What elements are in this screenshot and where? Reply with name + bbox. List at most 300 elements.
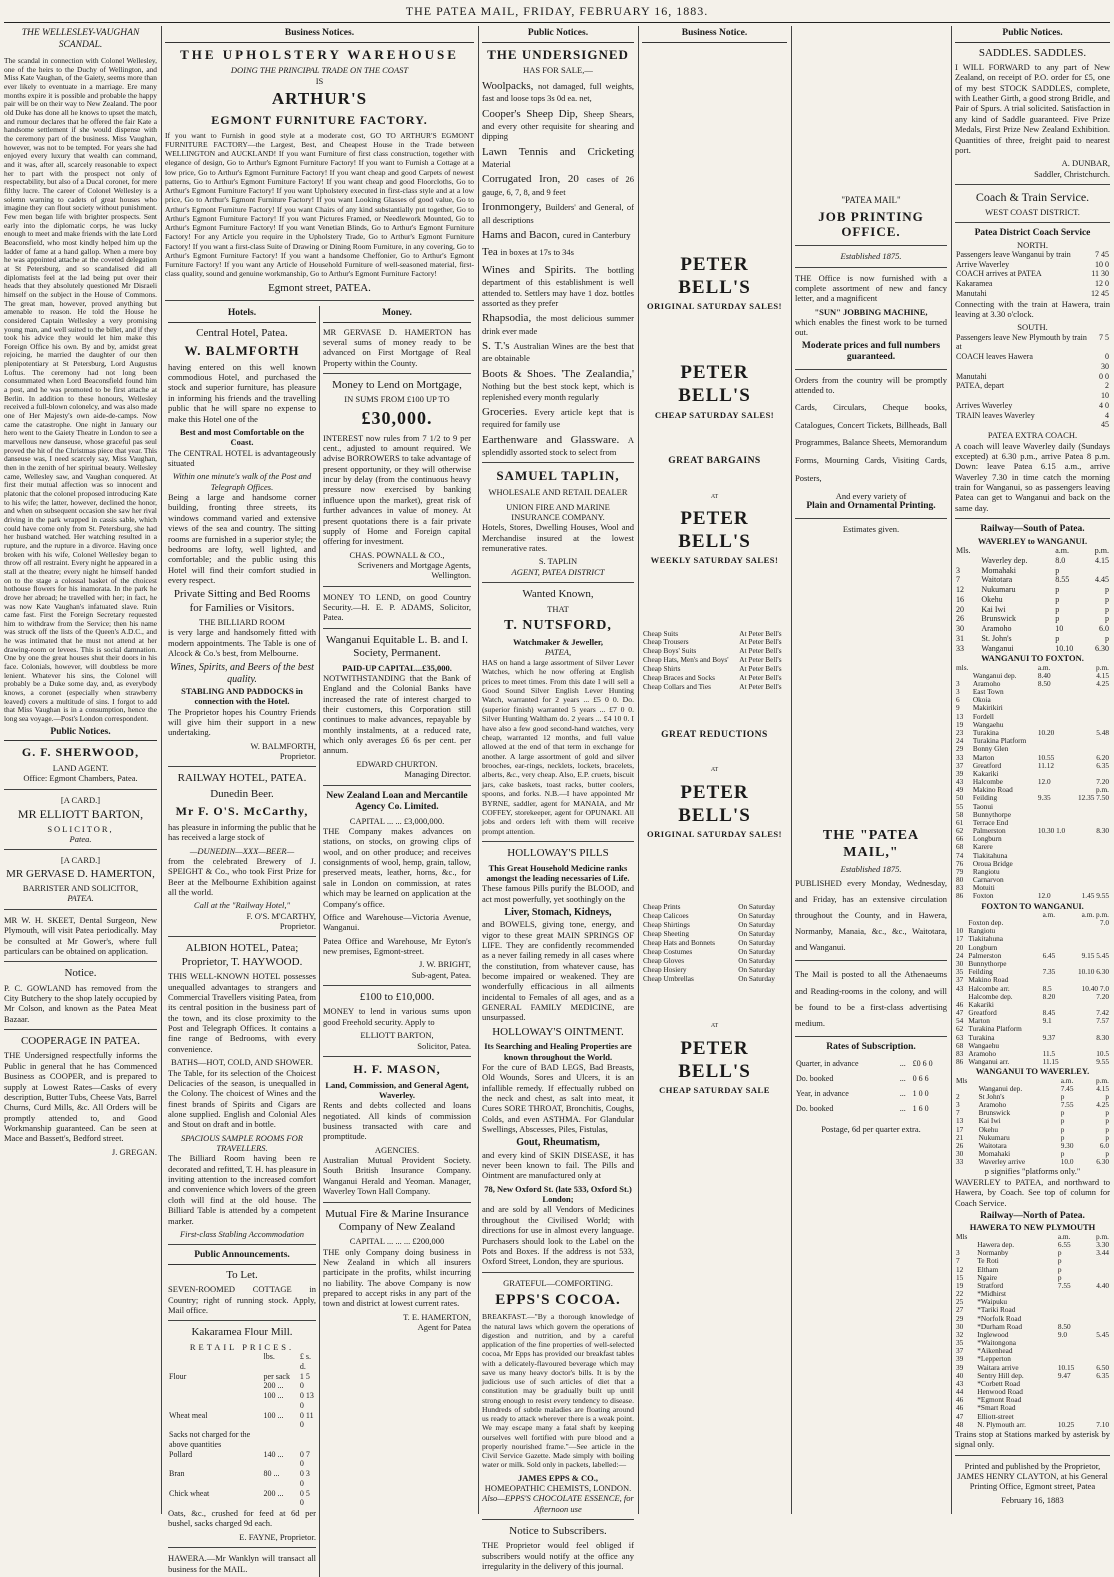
- table-cell: [1037, 868, 1071, 876]
- divider: [4, 909, 157, 910]
- table-cell: 29: [956, 1313, 964, 1323]
- table-cell: Cheap Collars and Ties: [643, 681, 711, 691]
- timetable-row: [955, 585, 1110, 595]
- item-desc: Australian Wines are the best that are obtainable: [482, 341, 634, 364]
- nz-loan-text: THE Company makes advances on stations, on stocks, on growing clips of wool, and on other produce; and receives consignments of wool, hemp, grain, tallow, preserved meats, leather, horns, &c., for sale in London on commission, at rates which may be learned on application at the Company's office.: [323, 826, 471, 909]
- table-cell: [1086, 1315, 1110, 1323]
- table-cell: Terrace End: [972, 817, 1009, 827]
- liver-line: Liver, Stomach, Kidneys,: [504, 907, 612, 919]
- section-header: Public Announcements.: [168, 1250, 316, 1265]
- table-cell: Cheap Braces and Socks: [643, 673, 715, 683]
- section-header: Public Notices.: [4, 727, 157, 742]
- table-cell: East Town: [972, 687, 1004, 697]
- table-cell: [1037, 811, 1071, 819]
- table-cell: 12: [956, 1264, 964, 1274]
- table-cell: 9.30: [1060, 1140, 1074, 1150]
- table-cell: Wangaehu: [972, 719, 1004, 729]
- table-cell: Waitotara: [981, 575, 1013, 585]
- table-cell: 79: [956, 866, 964, 876]
- table-cell: 9.47: [1057, 1370, 1071, 1380]
- divider: [4, 849, 157, 850]
- table-cell: 8.0: [1055, 555, 1066, 565]
- table-cell: 20: [956, 604, 964, 614]
- table-cell: 20: [956, 942, 964, 952]
- table-cell: 6.55: [1057, 1240, 1071, 1250]
- table-cell: Halcombe: [972, 777, 1003, 787]
- table-cell: 3.44: [1096, 1248, 1109, 1258]
- peter-bells-heading: PETER BELL'S: [678, 362, 751, 407]
- table-cell: [1057, 1396, 1086, 1404]
- table-cell: 4.15: [1096, 670, 1109, 680]
- table-cell: Kai Iwi: [978, 1116, 1001, 1126]
- price-row: [168, 1352, 316, 1372]
- table-cell: 4 45: [1101, 410, 1109, 430]
- table-cell: 1 5 0: [299, 1371, 310, 1391]
- table-cell: Arrives Waverley: [956, 400, 1013, 410]
- stabling-accommodation: First-class Stabling Accommodation: [179, 1228, 305, 1239]
- table-cell: Foxton: [972, 891, 994, 901]
- column-divider: [951, 26, 952, 1514]
- table-cell: [1037, 803, 1071, 811]
- table-cell: 61: [956, 817, 964, 827]
- table-cell: 35: [956, 967, 964, 977]
- wines-line: Wines, Spirits, and Beers of the best quality.: [170, 661, 314, 685]
- table-cell: 8.30: [1096, 1032, 1109, 1042]
- table-cell: lbs.: [263, 1352, 275, 1362]
- column-divider: [478, 26, 479, 1514]
- great-reductions: GREAT REDUCTIONS: [661, 729, 768, 740]
- table-cell: Manutahi: [956, 288, 987, 298]
- table-cell: 10: [956, 926, 964, 936]
- table-cell: 0 11 0: [299, 1410, 314, 1430]
- table-cell: p: [1060, 1108, 1065, 1118]
- table-cell: [1071, 803, 1110, 811]
- table-cell: 3: [956, 565, 960, 575]
- table-cell: Cheap Shirtings: [643, 920, 690, 930]
- bright-name: J. W. BRIGHT,: [418, 959, 471, 970]
- hamerton-money-text: MR GERVASE D. HAMERTON has several sums of money ready to be advanced on First Mortgage of Real Property within the County.: [323, 326, 471, 368]
- barton-place: Patea.: [69, 833, 92, 844]
- table-cell: 62: [956, 1024, 964, 1034]
- table-cell: 6.30: [1096, 1157, 1109, 1167]
- south-label: SOUTH.: [1017, 322, 1048, 333]
- timetable-row: [955, 595, 1110, 605]
- table-cell: 0 0: [1099, 371, 1109, 381]
- table-cell: 140 ...: [263, 1449, 284, 1459]
- patea-mail-title: THE "PATEA MAIL,": [822, 828, 920, 861]
- table-cell: *Midhirst: [977, 1289, 1007, 1299]
- table-cell: Rangiotu: [972, 866, 1000, 876]
- holloway-ointment-text-2: and every kind of SKIN DISEASE, it has never been known to fail. The Pills and Ointment are manufactured only at: [482, 1149, 634, 1181]
- timetable-row: [955, 279, 1110, 289]
- list-item: [482, 246, 634, 259]
- nz-loan-title: New Zealand Loan and Mercantile Agency Co. Limited.: [326, 790, 468, 813]
- subscribers-title: Notice to Subscribers.: [509, 1524, 607, 1537]
- railway-south-title: Railway—South of Patea.: [980, 524, 1085, 535]
- table-cell: a.m.: [1042, 909, 1056, 919]
- table-cell: 35: [956, 1338, 964, 1348]
- divider: [795, 245, 947, 246]
- table-cell: Marton: [968, 1016, 990, 1026]
- retail-prices-title: RETAIL PRICES.: [189, 1341, 295, 1352]
- cooperage-text: THE Undersigned respectfully informs the Public in general that he has Commenced Business as COOPER, and is prepared to supply at Lowest Rates—Casks of every description, Butter Tubs, Cheese Vats, Barrel Churns, Curd Mills, &c. All Orders will be promptly attended to, and Good Workmanship guaranteed. Can be seen at Mace and Bassett's, Bedford street.: [4, 1050, 157, 1144]
- table-cell: Bunnythorpe: [972, 809, 1011, 819]
- holloway-ointment-text: For the cure of BAD LEGS, Bad Breasts, Old Wounds, Sores and Ulcers, it is an infallible remedy. If effectually rubbed on the neck and chest, as salt into meat, it Cures SORE THROAT, Bronchitis, Coughs, Colds, and even ASTHMA. For Glandular Swellings, Abscesses, Piles, Fistulas,: [482, 1061, 634, 1135]
- table-cell: a.m.: [1055, 546, 1069, 555]
- pownall-name: CHAS. POWNALL & CO.,: [349, 549, 445, 560]
- table-cell: Do. booked: [796, 1073, 834, 1083]
- hotels-column: [165, 306, 319, 1577]
- table-cell: Brunswick: [981, 614, 1016, 624]
- table-cell: [1037, 860, 1071, 868]
- table-cell: [1086, 1347, 1110, 1355]
- rate-row: [795, 1071, 947, 1086]
- dunbar-name: A. DUNBAR,: [1061, 158, 1110, 169]
- table-cell: Ngaire: [977, 1272, 998, 1282]
- table-cell: Halcombe dep.: [968, 991, 1013, 1001]
- has-for-sale: HAS FOR SALE,—: [523, 65, 593, 76]
- table-cell: Feilding: [972, 793, 998, 803]
- table-cell: [955, 556, 980, 566]
- table-cell: Passengers leave Wanganui by train: [956, 249, 1071, 259]
- money-lend-title: Money to Lend on Mortgage,: [332, 378, 462, 391]
- table-cell: Te Roti: [977, 1256, 999, 1266]
- subscribers-text: THE Proprietor would feel obliged if subscribers would notify at the office any irregularity in the delivery of this journal.: [482, 1540, 634, 1572]
- table-cell: [1037, 876, 1071, 884]
- table-cell: p: [1105, 604, 1109, 614]
- mccarthy-name: Mr F. O'S. McCarthy,: [175, 804, 309, 819]
- rate-row: [795, 1056, 947, 1071]
- divider: [795, 518, 947, 519]
- table-cell: 43: [956, 777, 964, 787]
- table-cell: Eltham: [977, 1264, 999, 1274]
- table-cell: 8.5: [1042, 983, 1052, 993]
- table-cell: 12.0: [1037, 891, 1051, 901]
- table-cell: Waitara arrive: [977, 1362, 1019, 1372]
- divider: [482, 1519, 634, 1520]
- table-cell: Motuiti: [972, 883, 995, 893]
- table-cell: Mls: [956, 1075, 968, 1085]
- rate-row: [795, 1086, 947, 1101]
- table-cell: 7 45: [1095, 249, 1109, 259]
- table-cell: 7: [956, 1108, 960, 1118]
- table-cell: 33: [956, 752, 964, 762]
- notice-title: Notice.: [64, 967, 97, 980]
- table-cell: 24: [956, 950, 964, 960]
- table-cell: Elliott-street: [977, 1411, 1014, 1421]
- table-cell: Bonny Glen: [972, 744, 1009, 754]
- dunedin-beer: Dunedin Beer.: [210, 787, 274, 800]
- table-cell: 12.0: [1037, 777, 1051, 787]
- table-cell: St. John's: [981, 633, 1012, 643]
- undersigned-title: THE UNDERSIGNED: [487, 46, 629, 62]
- table-cell: On Saturday: [738, 911, 775, 921]
- doing-line: DOING THE PRINCIPAL TRADE ON THE COAST: [230, 65, 409, 76]
- timetable-row: [955, 289, 1110, 299]
- card-label: [A CARD.]: [60, 855, 101, 866]
- item-name: Hams and Bacon,: [482, 228, 563, 241]
- table-cell: *Lepperton: [977, 1354, 1011, 1364]
- masthead-rule: [4, 22, 1110, 23]
- table-cell: 33: [956, 643, 964, 653]
- table-cell: [1071, 852, 1110, 860]
- table-cell: 19: [956, 1280, 964, 1290]
- table-cell: [1071, 688, 1110, 696]
- card-label: [A CARD.]: [60, 794, 101, 805]
- table-cell: 200 ...: [263, 1488, 284, 1498]
- proprietor-label: Proprietor.: [279, 921, 316, 932]
- table-cell: 43: [956, 983, 964, 993]
- private-rooms: Private Sitting and Bed Rooms for Families or Visitors.: [173, 588, 311, 614]
- rates-table: [795, 1056, 947, 1117]
- table-cell: p: [1055, 585, 1060, 594]
- table-cell: 6.0: [1099, 624, 1109, 633]
- item-desc: Sheep Shears, and every other requisite for shearing and dipping: [482, 108, 635, 142]
- table-cell: *Durham Road: [977, 1321, 1023, 1331]
- table-cell: 9: [956, 703, 960, 713]
- table-cell: Taonui: [972, 801, 994, 811]
- table-cell: 33: [956, 1157, 964, 1167]
- south-coach-table: [955, 333, 1110, 431]
- table-cell: Wangaehu: [968, 1040, 1000, 1050]
- table-cell: Momahaki: [981, 565, 1016, 575]
- table-cell: 29: [956, 744, 964, 754]
- table-cell: [1071, 876, 1110, 884]
- table-cell: [1086, 1266, 1110, 1274]
- table-cell: 30: [956, 1321, 964, 1331]
- table-cell: [1071, 843, 1110, 851]
- table-cell: [1037, 713, 1071, 721]
- table-cell: [1071, 696, 1110, 704]
- divider: [168, 936, 316, 937]
- table-cell: 80 ...: [263, 1469, 280, 1479]
- article-title: THE WELLESLEY-VAUGHAN SCANDAL.: [21, 28, 140, 50]
- agent-line: AGENT, PATEA DISTRICT: [511, 566, 605, 577]
- list-item: [482, 173, 634, 197]
- table-cell: 10.55: [1037, 752, 1055, 762]
- column-3: [482, 26, 635, 1572]
- wanted-known: Wanted Known,: [522, 588, 594, 601]
- table-cell: 6.30: [1095, 643, 1109, 653]
- table-cell: Cheap Umbrellas: [643, 973, 694, 983]
- timetable-row: [955, 556, 1110, 566]
- saddler-line: Saddler, Christchurch.: [1034, 168, 1110, 179]
- sherwood-name: G. F. SHERWOOD,: [21, 745, 140, 760]
- table-cell: 10.10: [1055, 643, 1074, 653]
- agencies-text: Australian Mutual Provident Society. South British Insurance Company. Wanganui Herald and Yeoman. Manager, Waverley Town Hall Company.: [323, 1155, 471, 1197]
- blank-space: [642, 47, 787, 247]
- column-6: [955, 26, 1110, 1514]
- table-cell: COACH arrives at PATEA: [956, 269, 1042, 279]
- item-name: Wines and Spirits.: [482, 263, 586, 276]
- table-cell: [1057, 1298, 1086, 1306]
- table-cell: a.m. p.m.: [1081, 909, 1109, 919]
- call-line: Call at the "Railway Hotel,": [193, 900, 291, 911]
- table-cell: 46: [956, 1395, 964, 1405]
- wholesale-line: WHOLESALE AND RETAIL DEALER: [488, 487, 628, 498]
- table-cell: 7.55: [1060, 1100, 1074, 1110]
- hawera-np-title: HAWERA TO NEW PLYMOUTH: [969, 1222, 1096, 1233]
- table-cell: 10.25: [1057, 1419, 1075, 1429]
- table-cell: Bunnythorpe: [968, 958, 1007, 968]
- table-cell: Carnarvon: [972, 875, 1004, 885]
- holloway-pills-title: HOLLOWAY'S PILLS: [507, 847, 609, 860]
- table-cell: N. Plymouth arr.: [977, 1419, 1026, 1429]
- table-cell: 7.20: [1096, 777, 1109, 787]
- albion-text: THIS WELL-KNOWN HOTEL possesses unequalled advantages to strangers and Commercial Travellers visiting Patea, from its central position in the business part of the town, and its close proximity to the Post and Telegraph Offices. It contains a fine range of Bedrooms, with every convenience.: [168, 971, 316, 1054]
- table-cell: Wheat meal: [169, 1410, 208, 1420]
- table-cell: 3: [956, 1248, 960, 1258]
- item-desc: not damaged, full weights, fast and loose tops 3s 0d ea. net,: [482, 80, 634, 104]
- divider: [4, 789, 157, 790]
- proprietor-text: The Proprietor hopes his Country Friends will give him their support in a new undertaking.: [168, 706, 316, 738]
- divider: [955, 1455, 1110, 1456]
- scriveners: Scriveners and Mortgage Agents, Wellington.: [357, 559, 471, 581]
- interest-text: INTEREST now rules from 7 1/2 to 9 per cent., adjusted to amount required. We advise BORROWERS to take advantage of present opportunity, or they will otherwise incur by delay (from the continuous heavy pressure now exercised by banking influence upon the market), great risk of further advances in value of money. At present quotations there is a fair private supply of Home and Foreign capital offering for investment.: [323, 432, 471, 547]
- table-cell: p: [1105, 1132, 1109, 1142]
- table-cell: Cheap Shirts: [643, 664, 681, 674]
- item-desc: Material: [482, 159, 511, 170]
- table-cell: 55: [956, 801, 964, 811]
- table-cell: 10.40 7.0: [1081, 983, 1109, 993]
- table-cell: 10 0: [1095, 259, 1109, 269]
- table-cell: *Smart Road: [977, 1403, 1016, 1413]
- table-cell: Kai Iwi: [981, 604, 1006, 614]
- table-cell: Sentry Hill dep.: [977, 1370, 1024, 1380]
- timetable-row: [955, 566, 1110, 576]
- table-cell: 24: [956, 736, 964, 746]
- list-item: [482, 434, 634, 458]
- table-cell: [1042, 935, 1066, 943]
- table-cell: 0 30: [1101, 352, 1109, 371]
- item-desc: in boxes at 17s to 34s: [500, 247, 574, 258]
- table-cell: 7.57: [1096, 1016, 1109, 1026]
- job-text-2: which enables the finest work to be turned out.: [795, 317, 947, 338]
- table-cell: 10.15: [1057, 1362, 1075, 1372]
- table-cell: 19: [956, 719, 964, 729]
- table-cell: 4.25: [1096, 1100, 1109, 1110]
- union-title: UNION FIRE AND MARINE INSURANCE COMPANY.: [506, 501, 610, 523]
- mason-role: Land, Commission, and General Agent, Waverley.: [325, 1079, 469, 1100]
- table-cell: On Saturday: [738, 973, 775, 983]
- cooperage-title: COOPERAGE IN PATEA.: [20, 1035, 141, 1048]
- table-cell: 11.12: [1037, 760, 1054, 770]
- price-row: [168, 1430, 316, 1450]
- table-cell: Manutahi: [956, 371, 987, 381]
- table-cell: [1086, 1339, 1110, 1347]
- table-cell: Mls.: [956, 546, 971, 555]
- table-cell: [1057, 1388, 1086, 1396]
- divider: [795, 267, 947, 268]
- table-cell: 7.20: [1096, 991, 1109, 1001]
- table-cell: Cheap Boys' Suits: [643, 646, 697, 656]
- table-cell: [263, 1430, 299, 1450]
- table-cell: [168, 1352, 263, 1372]
- column-divider: [791, 26, 792, 1514]
- patea-line: PATEA,: [544, 647, 572, 658]
- column-1: [4, 26, 157, 1514]
- table-cell: 21: [956, 1132, 964, 1142]
- table-cell: Kakariki: [968, 999, 994, 1009]
- railway-north-title: Railway—North of Patea.: [980, 1210, 1085, 1221]
- table-cell: [1037, 737, 1071, 745]
- table-cell: PATEA, depart: [956, 381, 1005, 391]
- mutual-text: THE only Company doing business in New Zealand in which all insurers participate in the profits, whilst incurring no liability. The above Company is now prepared to accept risks in any part of the town and district at lowest current rates.: [323, 1246, 471, 1309]
- managing-director: Managing Director.: [404, 769, 471, 780]
- list-item: [482, 406, 634, 430]
- table-cell: 26: [956, 614, 964, 624]
- table-cell: Turakina: [972, 727, 999, 737]
- flour-mill-title: Kakaramea Flour Mill.: [191, 1326, 293, 1339]
- table-cell: Wanganui: [981, 643, 1014, 653]
- railway-hotel-title: RAILWAY HOTEL, PATEA.: [177, 772, 307, 785]
- table-cell: 6.35: [1096, 1370, 1109, 1380]
- table-cell: 7: [956, 575, 960, 585]
- table-cell: [1057, 1339, 1086, 1347]
- table-cell: Rangiotu: [968, 926, 996, 936]
- item-name: Boots & Shoes. 'The Zealandia,': [482, 367, 634, 380]
- money-column: [319, 306, 474, 1577]
- item-desc: cured in Canterbury: [562, 229, 631, 240]
- table-cell: At Peter Bell's: [739, 664, 782, 674]
- table-cell: 39: [956, 1362, 964, 1372]
- table-cell: *Corbett Road: [977, 1378, 1021, 1388]
- sales-subtitle: WEEKLY SATURDAY SALES!: [650, 555, 779, 566]
- table-cell: £0 6 0: [912, 1058, 933, 1068]
- coach-service-title: Patea District Coach Service: [974, 227, 1091, 238]
- table-cell: Cheap Hosiery: [643, 964, 687, 974]
- table-cell: 0 6 6: [912, 1073, 929, 1083]
- within-line: Within one minute's walk of the Post and Telegraph Offices.: [172, 471, 312, 492]
- table-cell: 8.40: [1037, 670, 1051, 680]
- sub-agent: Sub-agent, Patea.: [411, 969, 471, 980]
- item-name: Groceries.: [482, 405, 535, 418]
- mail-text: PUBLISHED every Monday, Wednesday, and Friday, has an extensive circulation throughout the County, and in Hawera, Normanby, Manaia, &c., &c., Waitotara, and Wanganui.: [795, 877, 947, 953]
- hotels-money-columns: [165, 306, 474, 1577]
- table-cell: [1042, 927, 1066, 935]
- table-cell: 3: [956, 687, 960, 697]
- table-cell: [1085, 566, 1110, 576]
- table-cell: [1042, 919, 1066, 927]
- item-desc: The bottling department of this establishment is well attended to. Settlers may have 1 doz. bottles assorted as they prefer: [482, 264, 634, 308]
- table-cell: 49: [956, 785, 964, 795]
- table-cell: [1066, 935, 1110, 943]
- upholstery-heading: THE UPHOLSTERY WAREHOUSE: [180, 46, 459, 62]
- price-table: [168, 1352, 316, 1508]
- table-cell: 7.35: [1042, 967, 1056, 977]
- table-cell: 54: [956, 1016, 964, 1026]
- balmforth-name: W. BALMFORTH: [184, 342, 300, 358]
- divider: [323, 1056, 471, 1057]
- table-cell: Wanganui arr.: [968, 1057, 1010, 1067]
- table-cell: 100 ...: [263, 1391, 284, 1401]
- table-cell: [1066, 927, 1110, 935]
- table-cell: 62: [956, 826, 964, 836]
- timetable-row: [955, 250, 1110, 260]
- table-cell: *Waitongona: [977, 1338, 1016, 1348]
- table-cell: 86: [956, 891, 964, 901]
- list-item: [482, 108, 634, 142]
- price-row: [168, 1391, 316, 1411]
- divider: [955, 518, 1110, 519]
- table-cell: Nukumaru: [978, 1132, 1010, 1142]
- table-cell: Cheap Hats, Men's and Boys': [643, 655, 729, 665]
- divider: [795, 1036, 947, 1037]
- table-cell: [1086, 1306, 1110, 1314]
- table-cell: *Norfolk Road: [977, 1313, 1022, 1323]
- timetable-row: [955, 381, 1110, 401]
- wanganui-waverley-title: WANGANUI TO WAVERLEY.: [975, 1066, 1090, 1077]
